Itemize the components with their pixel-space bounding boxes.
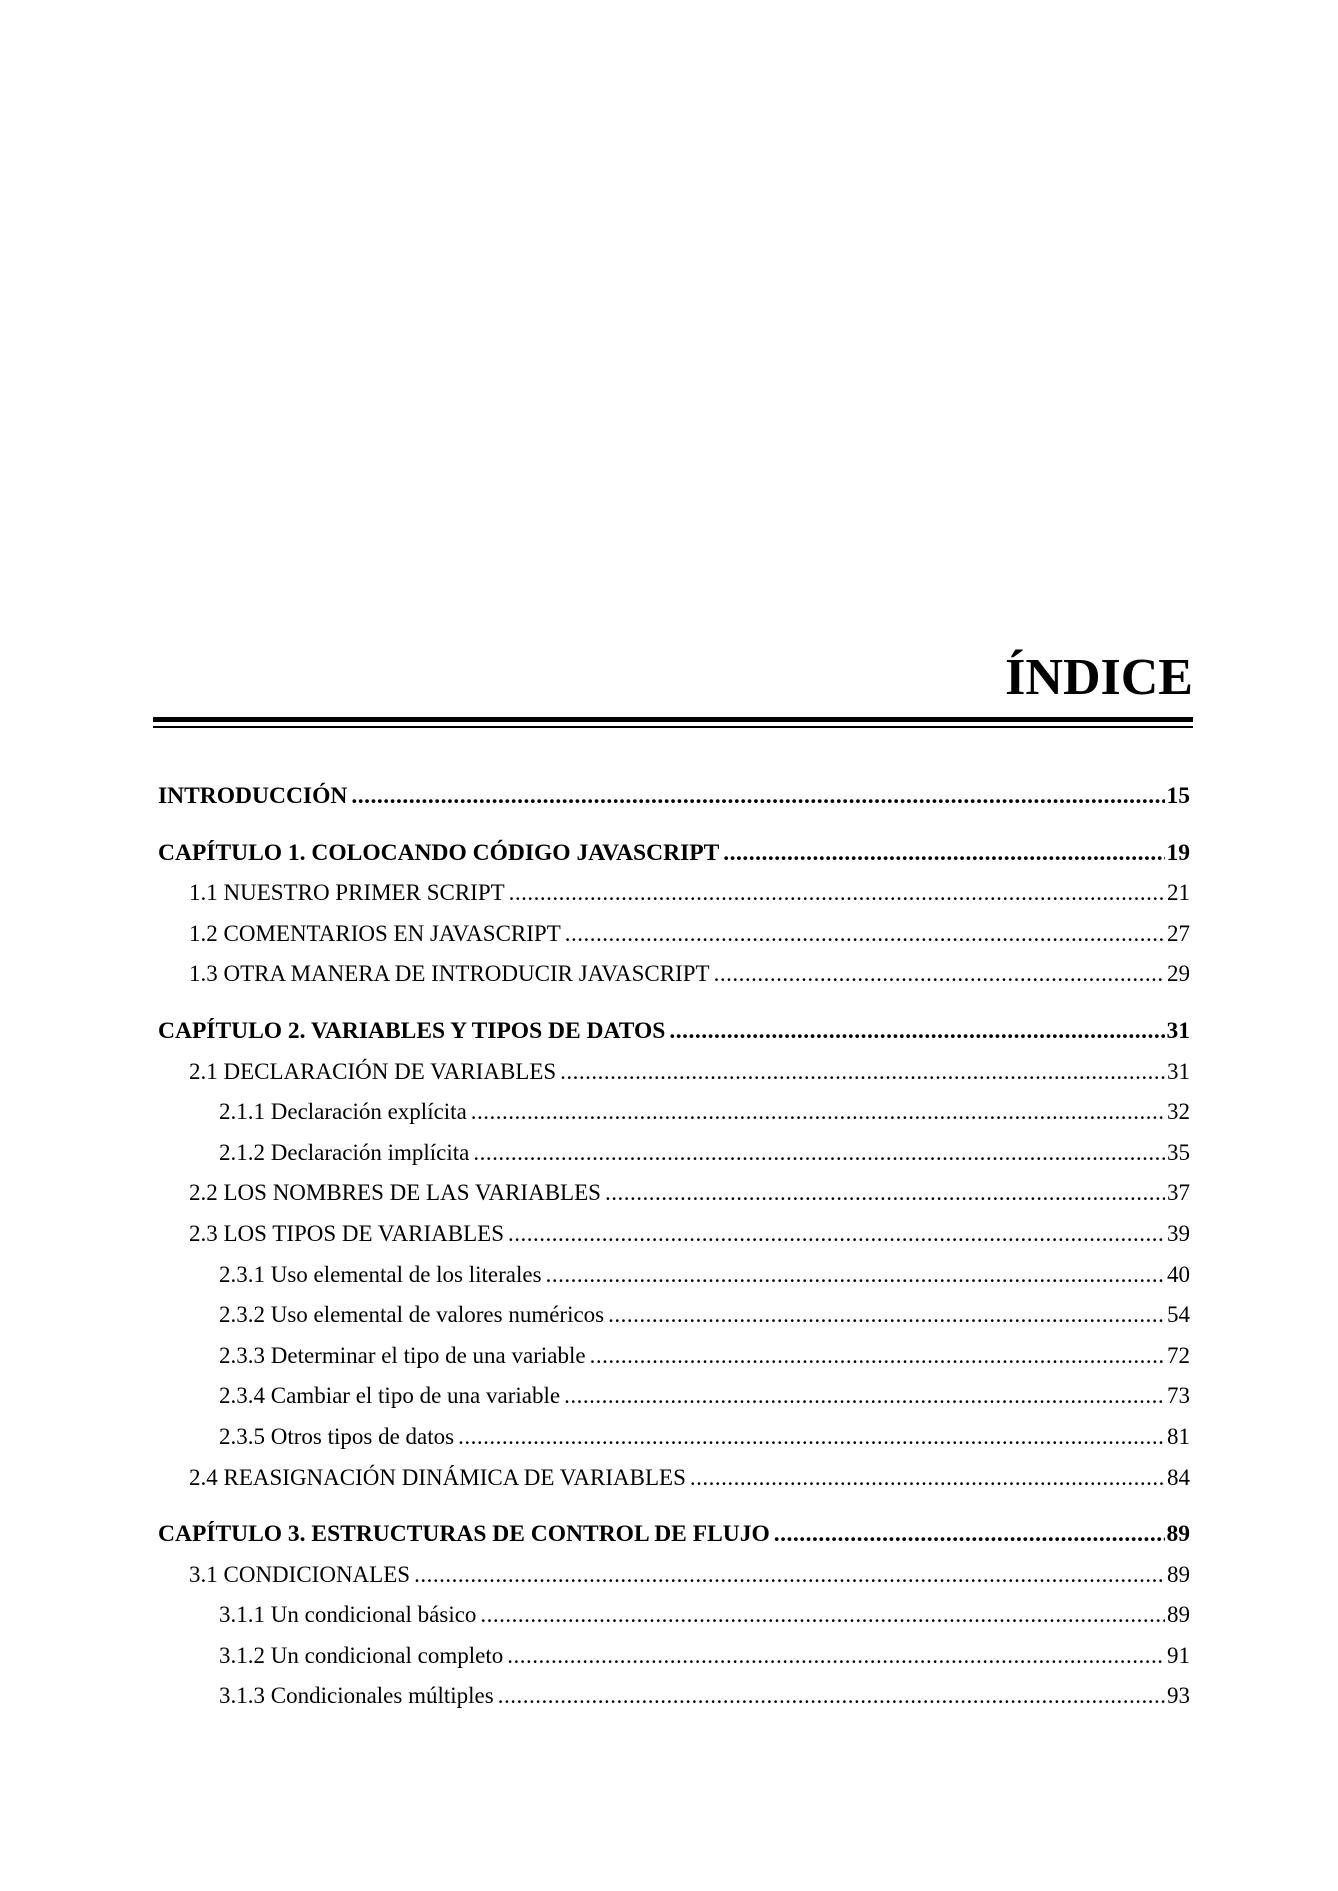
toc-entry-label: 2.3.3 Determinar el tipo de una variable <box>219 1342 586 1368</box>
toc-entry-capitulo-1[interactable] <box>158 833 1190 874</box>
toc-entry-2-1[interactable] <box>158 1052 1190 1093</box>
toc-entry-2-2[interactable] <box>158 1173 1190 1214</box>
table-of-contents <box>158 776 1190 1717</box>
toc-entry-capitulo-2[interactable] <box>158 1011 1190 1052</box>
toc-entry-2-1-2[interactable] <box>158 1133 1190 1174</box>
dot-leader <box>498 1676 1165 1716</box>
dot-leader <box>351 776 1164 816</box>
page-title: ÍNDICE <box>1005 649 1193 706</box>
toc-entry-label: 2.1 DECLARACIÓN DE VARIABLES <box>189 1058 557 1084</box>
toc-entry-page: 35 <box>1167 1139 1190 1165</box>
toc-entry-label: CAPÍTULO 2. VARIABLES Y TIPOS DE DATOS <box>158 1017 666 1044</box>
toc-entry-page: 37 <box>1167 1180 1190 1206</box>
toc-entry-page: 40 <box>1167 1261 1190 1287</box>
toc-entry-label: 2.4 REASIGNACIÓN DINÁMICA DE VARIABLES <box>189 1464 686 1490</box>
toc-entry-page: 39 <box>1167 1220 1190 1246</box>
toc-entry-page: 93 <box>1167 1683 1190 1709</box>
dot-leader <box>590 1336 1165 1376</box>
toc-entry-label: 2.1.2 Declaración implícita <box>219 1139 470 1165</box>
toc-entry-label: 3.1.2 Un condicional completo <box>219 1642 504 1668</box>
toc-entry-1-1[interactable] <box>158 873 1190 914</box>
toc-entry-label: 1.1 NUESTRO PRIMER SCRIPT <box>189 880 505 906</box>
toc-entry-label: INTRODUCCIÓN <box>158 783 348 809</box>
toc-entry-2-4[interactable] <box>158 1458 1190 1499</box>
toc-entry-label: 1.2 COMENTARIOS EN JAVASCRIPT <box>189 920 561 946</box>
toc-entry-3-1-2[interactable] <box>158 1636 1190 1677</box>
toc-entry-2-3-4[interactable] <box>158 1376 1190 1417</box>
toc-entry-label: 2.2 LOS NOMBRES DE LAS VARIABLES <box>189 1180 601 1206</box>
dot-leader <box>723 833 1164 873</box>
toc-entry-capitulo-3[interactable] <box>158 1514 1190 1555</box>
dot-leader <box>414 1555 1165 1595</box>
dot-leader <box>565 914 1165 954</box>
toc-entry-2-3-5[interactable] <box>158 1417 1190 1458</box>
toc-entry-3-1[interactable] <box>158 1555 1190 1596</box>
dot-leader <box>669 1011 1164 1051</box>
toc-entry-page: 19 <box>1166 839 1190 866</box>
toc-entry-1-2[interactable] <box>158 914 1190 955</box>
toc-entry-label: 3.1 CONDICIONALES <box>189 1561 411 1587</box>
dot-leader <box>690 1458 1165 1498</box>
dot-leader <box>774 1514 1165 1554</box>
dot-leader <box>473 1133 1165 1173</box>
dot-leader <box>714 954 1165 994</box>
toc-entry-introduccion[interactable] <box>158 776 1190 817</box>
dot-leader <box>608 1295 1165 1335</box>
dot-leader <box>605 1173 1165 1213</box>
toc-entry-page: 81 <box>1167 1423 1190 1449</box>
dot-leader <box>471 1092 1165 1132</box>
toc-entry-label: 2.3 LOS TIPOS DE VARIABLES <box>189 1220 505 1246</box>
dot-leader <box>458 1417 1165 1457</box>
toc-entry-3-1-1[interactable] <box>158 1595 1190 1636</box>
toc-entry-2-3-1[interactable] <box>158 1255 1190 1296</box>
toc-entry-2-3[interactable] <box>158 1214 1190 1255</box>
toc-entry-page: 21 <box>1167 880 1190 906</box>
dot-leader <box>508 1214 1165 1254</box>
title-rule-thin <box>153 726 1193 728</box>
dot-leader <box>509 873 1165 913</box>
toc-entry-page: 29 <box>1167 961 1190 987</box>
toc-entry-label: 2.3.4 Cambiar el tipo de una variable <box>219 1383 561 1409</box>
toc-entry-label: CAPÍTULO 1. COLOCANDO CÓDIGO JAVASCRIPT <box>158 839 720 866</box>
toc-entry-label: 1.3 OTRA MANERA DE INTRODUCIR JAVASCRIPT <box>189 961 710 987</box>
toc-entry-page: 15 <box>1166 783 1190 809</box>
dot-leader <box>480 1595 1165 1635</box>
dot-leader <box>507 1636 1165 1676</box>
toc-entry-page: 84 <box>1167 1464 1190 1490</box>
toc-entry-page: 31 <box>1167 1058 1190 1084</box>
dot-leader <box>546 1255 1165 1295</box>
toc-entry-label: 2.3.5 Otros tipos de datos <box>219 1423 455 1449</box>
toc-entry-page: 89 <box>1167 1561 1190 1587</box>
toc-entry-label: 2.3.1 Uso elemental de los literales <box>219 1261 542 1287</box>
toc-entry-page: 27 <box>1167 920 1190 946</box>
toc-entry-page: 72 <box>1167 1342 1190 1368</box>
toc-entry-label: 2.1.1 Declaración explícita <box>219 1099 467 1125</box>
dot-leader <box>560 1052 1165 1092</box>
toc-entry-2-1-1[interactable] <box>158 1092 1190 1133</box>
toc-entry-label: 2.3.2 Uso elemental de valores numéricos <box>219 1302 605 1328</box>
toc-entry-1-3[interactable] <box>158 954 1190 995</box>
toc-entry-page: 89 <box>1167 1602 1190 1628</box>
toc-entry-label: 3.1.3 Condicionales múltiples <box>219 1683 494 1709</box>
toc-entry-2-3-3[interactable] <box>158 1336 1190 1377</box>
toc-entry-2-3-2[interactable] <box>158 1295 1190 1336</box>
title-rule-thick <box>153 717 1193 722</box>
toc-entry-page: 89 <box>1166 1521 1190 1548</box>
toc-entry-page: 54 <box>1167 1302 1190 1328</box>
toc-entry-label: CAPÍTULO 3. ESTRUCTURAS DE CONTROL DE FLUJO <box>158 1521 770 1548</box>
toc-entry-page: 31 <box>1166 1017 1190 1044</box>
dot-leader <box>564 1376 1165 1416</box>
toc-entry-page: 91 <box>1167 1642 1190 1668</box>
toc-entry-label: 3.1.1 Un condicional básico <box>219 1602 477 1628</box>
toc-entry-page: 73 <box>1167 1383 1190 1409</box>
toc-entry-3-1-3[interactable] <box>158 1676 1190 1717</box>
toc-entry-page: 32 <box>1167 1099 1190 1125</box>
